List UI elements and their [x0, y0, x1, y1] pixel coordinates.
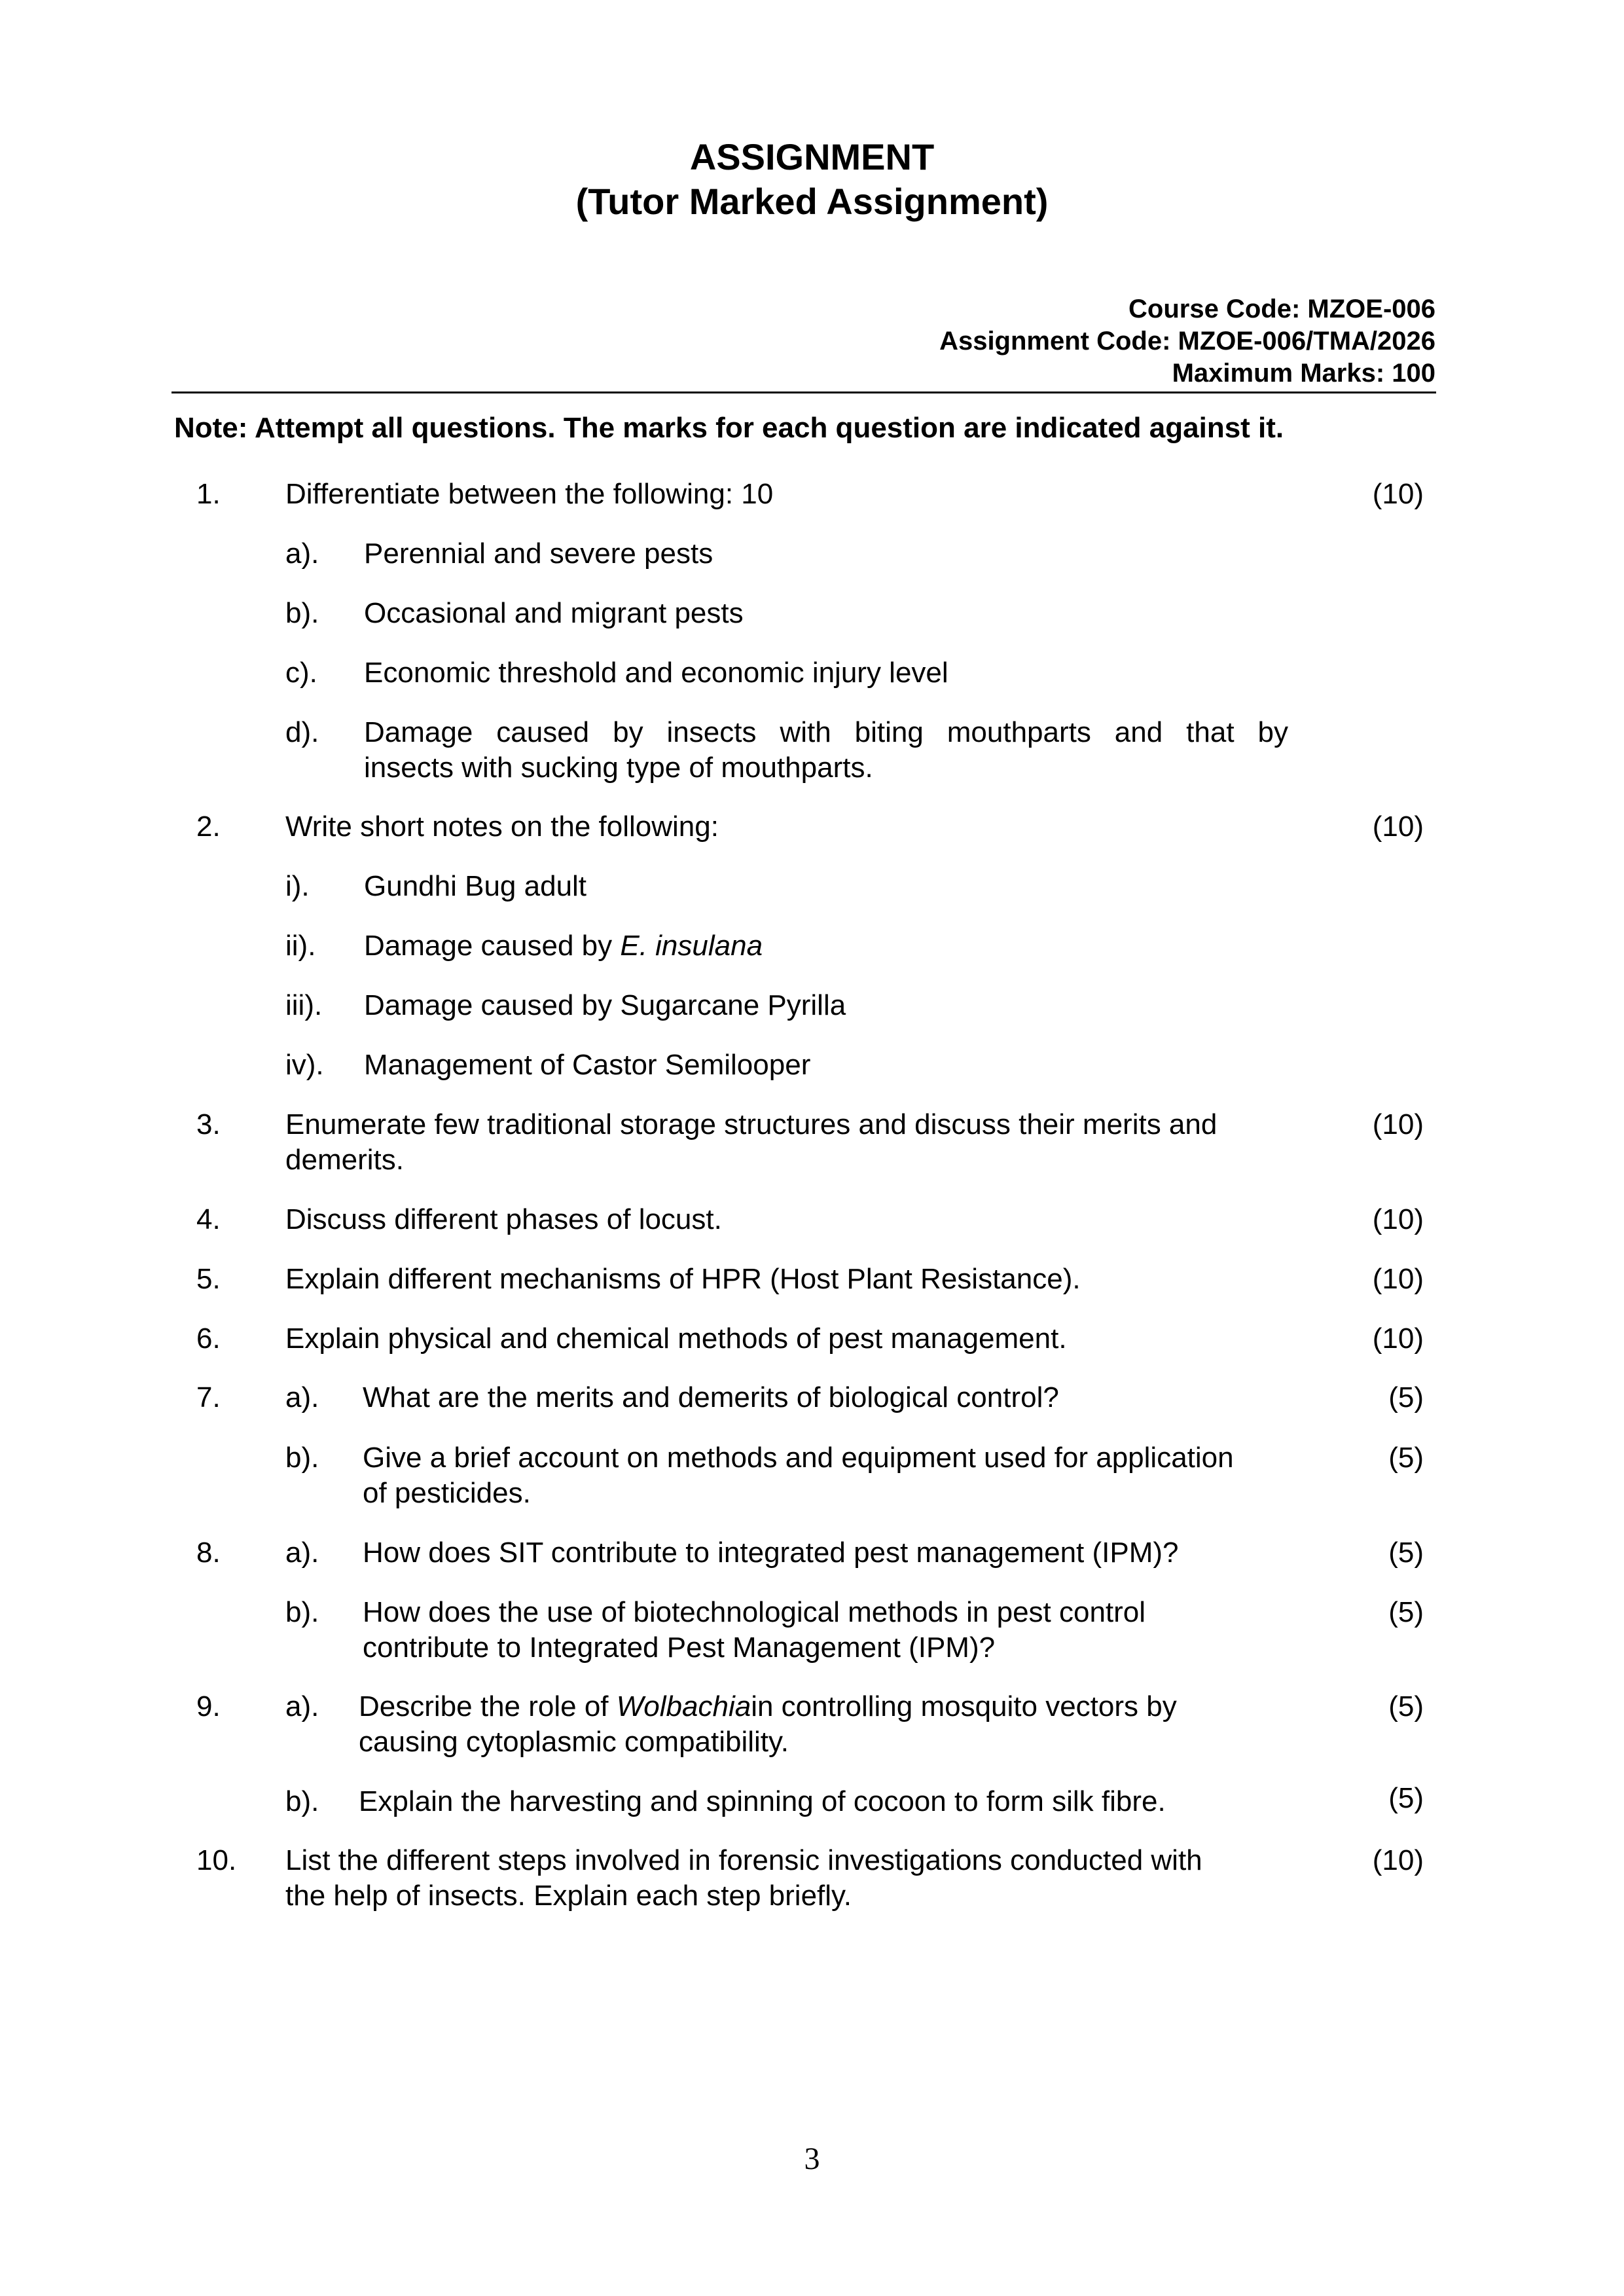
subpart-text: Occasional and migrant pests — [364, 597, 744, 629]
subpart-text: How does the use of biotechnological methods in pest control — [363, 1596, 1146, 1628]
subpart-label: a). — [285, 1381, 319, 1413]
question-text: Differentiate between the following: 10 — [285, 478, 774, 510]
course-code: Course Code: MZOE-006 — [1128, 295, 1435, 323]
question-marks: (10) — [1372, 1263, 1424, 1295]
subpart-text-continued: insects with sucking type of mouthparts. — [364, 752, 873, 784]
question-number: 1. — [196, 478, 221, 510]
question-number: 9. — [196, 1690, 221, 1722]
question-text: List the different steps involved in forensic investigations conducted with — [285, 1844, 1202, 1876]
header-divider — [171, 392, 1436, 393]
subpart-label: b). — [285, 597, 319, 629]
subpart-label: a). — [285, 1537, 319, 1569]
species-name: E. insulana — [620, 930, 763, 962]
subpart-label: c). — [285, 657, 317, 689]
subpart-text: Economic threshold and economic injury level — [364, 657, 948, 689]
subpart-text: Perennial and severe pests — [364, 538, 713, 570]
question-marks: (10) — [1372, 811, 1424, 843]
question-marks: (10) — [1372, 1203, 1424, 1235]
subpart-text: Management of Castor Semilooper — [364, 1049, 811, 1081]
question-marks: (10) — [1372, 1322, 1424, 1355]
subpart-label: a). — [285, 538, 319, 570]
question-number: 8. — [196, 1537, 221, 1569]
subpart-text: Damage caused by insects with biting mouthparts and that by — [364, 716, 1288, 748]
question-marks: (10) — [1372, 1108, 1424, 1140]
page-subtitle: (Tutor Marked Assignment) — [575, 181, 1049, 222]
question-text-continued: the help of insects. Explain each step briefly. — [285, 1880, 852, 1912]
page-title: ASSIGNMENT — [689, 136, 935, 177]
subpart-text: Explain the harvesting and spinning of cocoon to form silk fibre. — [359, 1785, 1166, 1817]
question-marks: (10) — [1372, 478, 1424, 510]
subpart-text-continued: causing cytoplasmic compatibility. — [359, 1726, 789, 1758]
subpart-label: i). — [285, 870, 310, 902]
question-number: 4. — [196, 1203, 221, 1235]
subpart-label: b). — [285, 1596, 319, 1628]
subpart-text: Gundhi Bug adult — [364, 870, 587, 902]
question-number: 10. — [196, 1844, 237, 1876]
question-number: 7. — [196, 1381, 221, 1413]
question-number: 5. — [196, 1263, 221, 1295]
subpart-text-continued: of pesticides. — [363, 1477, 531, 1509]
subpart-marks: (5) — [1388, 1381, 1424, 1413]
page-number: 3 — [804, 2141, 820, 2176]
subpart-text: Give a brief account on methods and equipment used for application — [363, 1442, 1234, 1474]
question-text: Write short notes on the following: — [285, 811, 719, 843]
subpart-marks: (5) — [1388, 1690, 1424, 1722]
question-number: 6. — [196, 1322, 221, 1355]
subpart-marks: (5) — [1388, 1537, 1424, 1569]
subpart-text — [364, 928, 763, 964]
genus-name: Wolbachia — [616, 1690, 751, 1722]
subpart-text: Damage caused by Sugarcane Pyrilla — [364, 989, 846, 1021]
subpart-label: b). — [285, 1442, 319, 1474]
subpart-label: d). — [285, 716, 319, 748]
subpart-marks: (5) — [1388, 1442, 1424, 1474]
subpart-text-continued: contribute to Integrated Pest Management (IPM)? — [363, 1631, 996, 1664]
subpart-text-plain: Damage caused by — [364, 930, 621, 962]
subpart-text — [359, 1689, 1177, 1724]
assignment-code: Assignment Code: MZOE-006/TMA/2026 — [939, 327, 1435, 355]
instructions-note: Note: Attempt all questions. The marks for each question are indicated against it. — [174, 412, 1284, 444]
question-text: Discuss different phases of locust. — [285, 1203, 722, 1235]
subpart-marks: (5) — [1388, 1596, 1424, 1628]
subpart-label: iv). — [285, 1049, 324, 1081]
subpart-label: iii). — [285, 989, 323, 1021]
question-text: Explain different mechanisms of HPR (Host Plant Resistance). — [285, 1263, 1081, 1295]
subpart-text-plain: Describe the role of — [359, 1690, 617, 1722]
question-text: Explain physical and chemical methods of pest management. — [285, 1322, 1067, 1355]
subpart-label: b). — [285, 1785, 319, 1817]
question-marks: (10) — [1372, 1844, 1424, 1876]
subpart-text-plain: in controlling mosquito vectors by — [751, 1690, 1177, 1722]
question-number: 3. — [196, 1108, 221, 1140]
subpart-text: What are the merits and demerits of biological control? — [363, 1381, 1059, 1413]
maximum-marks: Maximum Marks: 100 — [1172, 359, 1435, 388]
subpart-text: How does SIT contribute to integrated pest management (IPM)? — [363, 1537, 1179, 1569]
question-text: Enumerate few traditional storage structures and discuss their merits and — [285, 1108, 1218, 1140]
subpart-label: a). — [285, 1690, 319, 1722]
subpart-label: ii). — [285, 930, 316, 962]
question-text-continued: demerits. — [285, 1144, 404, 1176]
subpart-marks: (5) — [1388, 1782, 1424, 1814]
question-number: 2. — [196, 811, 221, 843]
